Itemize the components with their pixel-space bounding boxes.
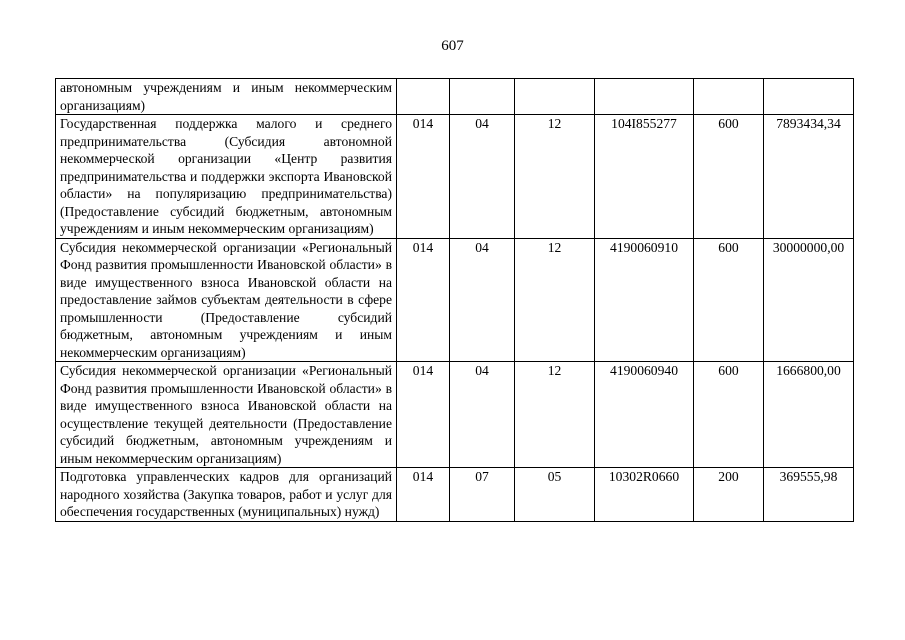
section-code: 04	[450, 115, 515, 239]
target-article-code: 4190060940	[595, 362, 694, 468]
amount: 7893434,34	[764, 115, 854, 239]
table-row	[56, 362, 854, 468]
subsection-code: 05	[515, 468, 595, 522]
ministry-code: 014	[397, 238, 450, 362]
amount: 369555,98	[764, 468, 854, 522]
expense-type-code	[694, 79, 764, 115]
section-code: 04	[450, 362, 515, 468]
amount: 1666800,00	[764, 362, 854, 468]
ministry-code: 014	[397, 362, 450, 468]
table-row	[56, 115, 854, 239]
subsection-code: 12	[515, 362, 595, 468]
page-number: 607	[441, 38, 464, 54]
amount	[764, 79, 854, 115]
subsection-code: 12	[515, 238, 595, 362]
subsection-code	[515, 79, 595, 115]
target-article-code: 104I855277	[595, 115, 694, 239]
amount: 30000000,00	[764, 238, 854, 362]
row-description: Субсидия некоммерческой организации «Региональный Фонд развития промышленности Ивановской области» в виде имущественного взноса Ивановской области на осуществление текущей деятельности (Предоставление субсидий бюджетным, автономным учреждениям и иным некоммерческим организациям)	[56, 362, 397, 468]
expense-type-code: 600	[694, 238, 764, 362]
target-article-code	[595, 79, 694, 115]
ministry-code: 014	[397, 468, 450, 522]
expense-type-code: 200	[694, 468, 764, 522]
table-row	[56, 468, 854, 522]
subsection-code: 12	[515, 115, 595, 239]
section-code: 04	[450, 238, 515, 362]
section-code: 07	[450, 468, 515, 522]
row-description: Подготовка управленческих кадров для организаций народного хозяйства (Закупка товаров, работ и услуг для обеспечения государственных (муниципальных) нужд)	[56, 468, 397, 522]
target-article-code: 4190060910	[595, 238, 694, 362]
expense-type-code: 600	[694, 362, 764, 468]
ministry-code: 014	[397, 115, 450, 239]
section-code	[450, 79, 515, 115]
expense-type-code: 600	[694, 115, 764, 239]
row-description: автономным учреждениям и иным некоммерческим организациям)	[56, 79, 397, 115]
table-row	[56, 79, 854, 115]
ministry-code	[397, 79, 450, 115]
row-description: Субсидия некоммерческой организации «Региональный Фонд развития промышленности Ивановской области» в виде имущественного взноса Ивановской области на предоставление займов субъектам деятельности в сфере промышленности (Предоставление субсидий бюджетным, автономным учреждениям и иным некоммерческим организациям)	[56, 238, 397, 362]
table-row	[56, 238, 854, 362]
row-description: Государственная поддержка малого и среднего предпринимательства (Субсидия автономной некоммерческой организации «Центр развития предпринимательства и поддержки экспорта Ивановской области» на популяризацию предпринимательства) (Предоставление субсидий бюджетным, автономным учреждениям и иным некоммерческим организациям)	[56, 115, 397, 239]
budget-table	[55, 78, 854, 522]
target-article-code: 10302R0660	[595, 468, 694, 522]
